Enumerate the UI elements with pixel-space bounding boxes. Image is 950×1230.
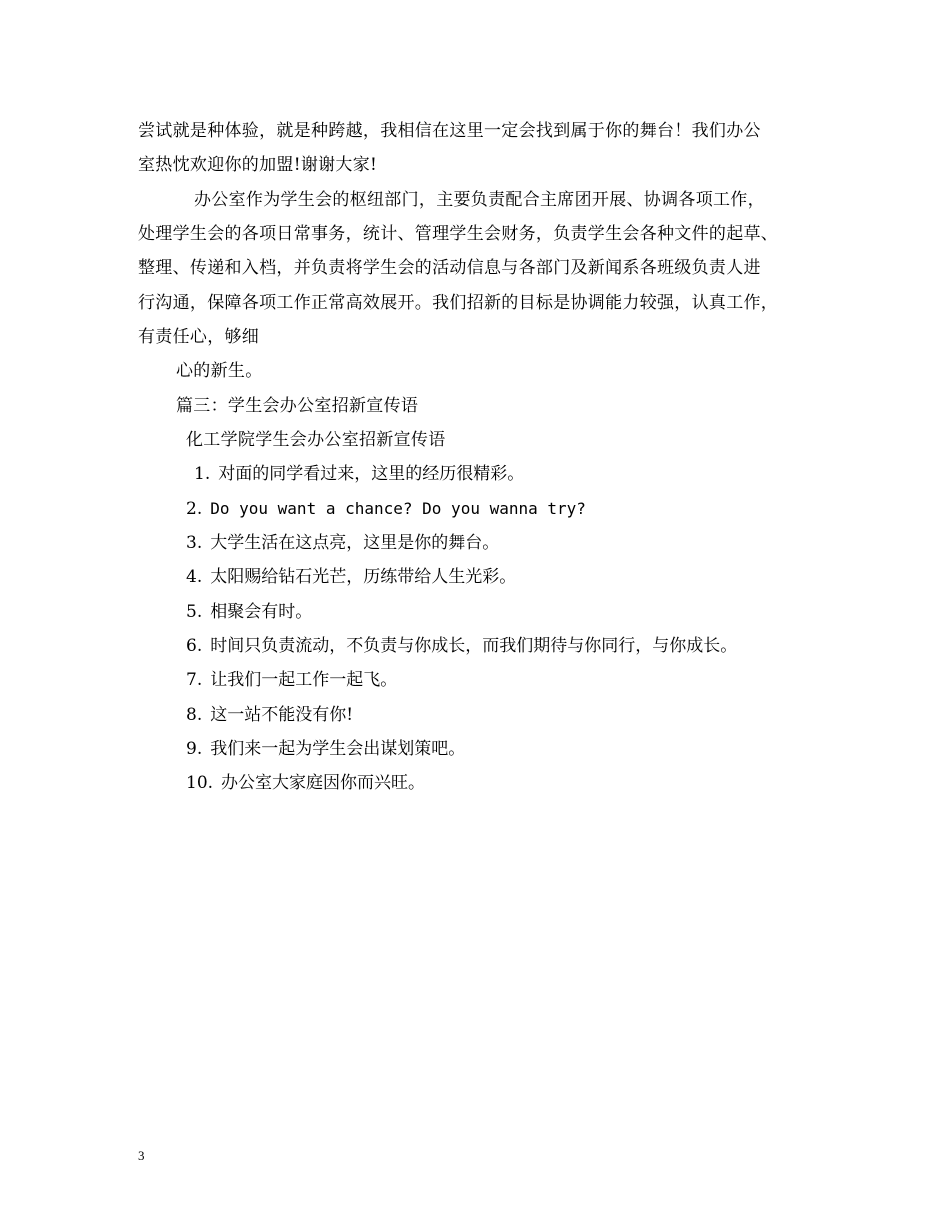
list-text: Do you want a chance? Do you wanna try? [210,499,586,518]
list-text: 太阳赐给钻石光芒，历练带给人生光彩。 [210,567,517,587]
list-number: 10. [186,773,214,793]
list-item [186,601,312,623]
list-text: 我们来一起为学生会出谋划策吧。 [210,739,466,759]
list-text: 相聚会有时。 [210,602,313,622]
subheading: 化工学院学生会办公室招新宣传语 [186,430,446,450]
list-number: 8. [186,705,203,725]
paragraph-line: 尝试就是种体验，就是种跨越，我相信在这里一定会找到属于你的舞台！我们办公 [138,121,761,141]
paragraph-line: 心的新生。 [176,361,263,381]
list-item [186,566,516,588]
paragraph-line: 行沟通，保障各项工作正常高效展开。我们招新的目标是协调能力较强，认真工作， [138,293,779,313]
list-item [186,635,737,657]
paragraph-line: 整理、传递和入档，并负责将学生会的活动信息与各部门及新闻系各班级负责人进 [138,258,761,278]
list-number: 6. [186,636,203,656]
list-text: 时间只负责流动，不负责与你成长，而我们期待与你同行，与你成长。 [210,636,738,656]
list-text: 办公室大家庭因你而兴旺。 [221,773,426,793]
list-number: 7. [186,670,203,690]
list-item [186,669,397,691]
page-number: 3 [138,1148,145,1163]
list-item [194,463,524,485]
list-number: 4. [186,567,203,587]
list-number: 5. [186,602,203,622]
list-number: 1. [194,464,211,484]
list-item [186,738,465,760]
paragraph-line: 有责任心，够细 [138,327,260,347]
section-heading: 篇三：学生会办公室招新宣传语 [176,396,419,416]
list-text: 这一站不能没有你! [210,705,354,725]
list-item [186,704,353,726]
list-item [186,498,586,520]
list-number: 3. [186,533,203,553]
list-number: 9. [186,739,203,759]
paragraph-line: 室热忱欢迎你的加盟!谢谢大家! [138,155,378,175]
list-item [186,772,425,794]
list-text: 大学生活在这点亮，这里是你的舞台。 [210,533,500,553]
list-text: 对面的同学看过来，这里的经历很精彩。 [218,464,525,484]
paragraph-line: 办公室作为学生会的枢纽部门，主要负责配合主席团开展、协调各项工作， [194,190,765,210]
list-text: 让我们一起工作一起飞。 [210,670,398,690]
list-number: 2. [186,499,203,519]
paragraph-line: 处理学生会的各项日常事务，统计、管理学生会财务，负责学生会各种文件的起草、 [138,224,779,244]
list-item [186,532,499,554]
